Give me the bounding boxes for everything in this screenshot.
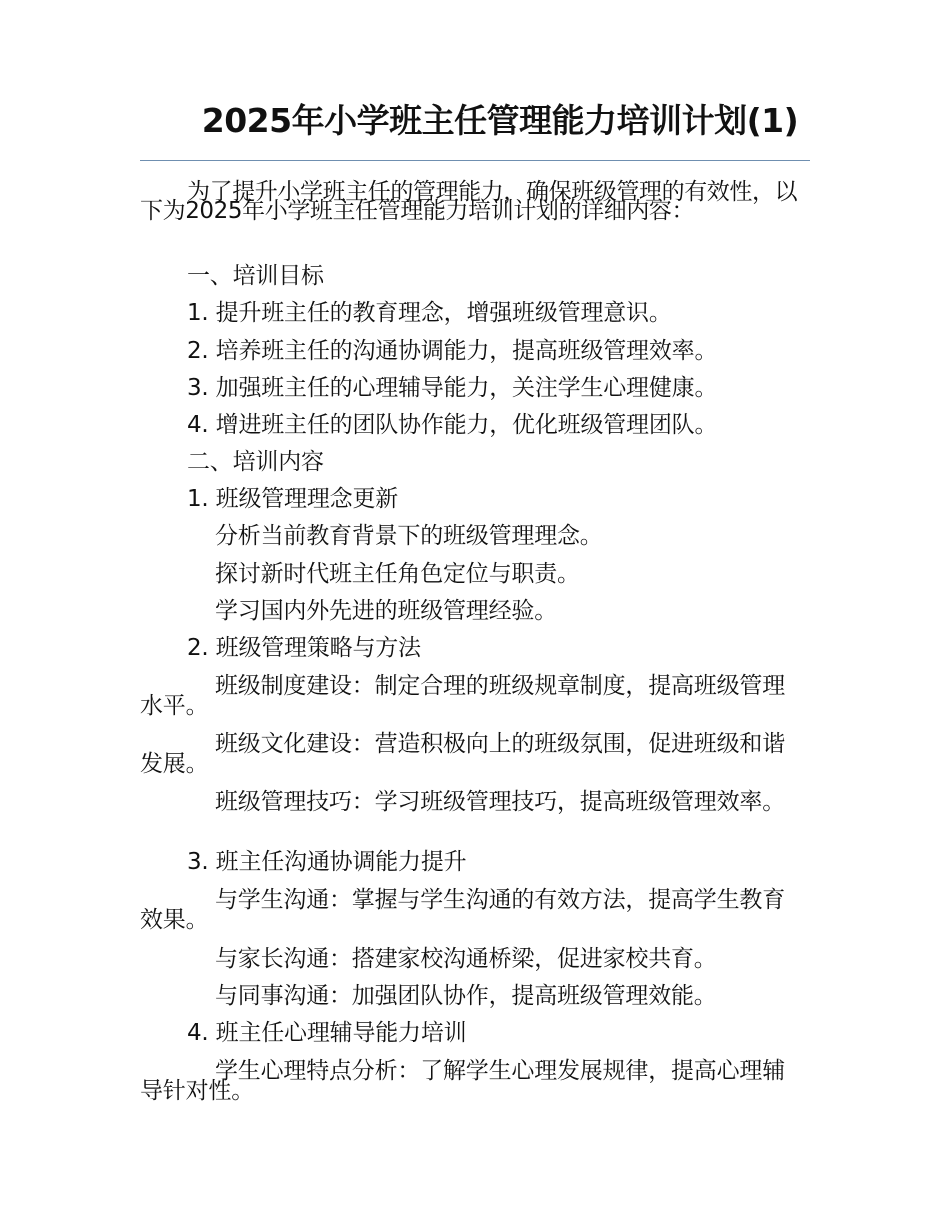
content-heading: 二、培训内容 bbox=[187, 449, 324, 475]
item1-point-2: 探讨新时代班主任角色定位与职责。 bbox=[215, 561, 580, 587]
document-title: 2025年小学班主任管理能力培训计划(1) bbox=[201, 101, 799, 140]
item3-point-2: 与家长沟通：搭建家校沟通桥梁，促进家校共育。 bbox=[215, 946, 717, 972]
item3-point-3: 与同事沟通：加强团队协作，提高班级管理效能。 bbox=[215, 983, 717, 1009]
intro-paragraph: 为了提升小学班主任的管理能力，确保班级管理的有效性，以下为2025年小学班主任管理能力培训计划的详细内容： bbox=[140, 179, 798, 224]
item2-point-2: 班级文化建设：营造积极向上的班级氛围，促进班级和谐发展。 bbox=[140, 731, 786, 777]
item4-point-1: 学生心理特点分析：了解学生心理发展规律，提高心理辅导针对性。 bbox=[140, 1058, 786, 1104]
goals-heading: 一、培训目标 bbox=[187, 263, 324, 289]
item2-point-3: 班级管理技巧：学习班级管理技巧，提高班级管理效率。 bbox=[215, 789, 786, 815]
title-divider bbox=[140, 160, 810, 161]
item1-point-3: 学习国内外先进的班级管理经验。 bbox=[215, 598, 558, 624]
goal-item-3: 3. 加强班主任的心理辅导能力，关注学生心理健康。 bbox=[187, 375, 718, 401]
item2-point-1: 班级制度建设：制定合理的班级规章制度，提高班级管理水平。 bbox=[140, 673, 786, 719]
item2-heading: 2. 班级管理策略与方法 bbox=[187, 635, 421, 661]
item3-point-1: 与学生沟通：掌握与学生沟通的有效方法，提高学生教育效果。 bbox=[140, 887, 786, 933]
item3-heading: 3. 班主任沟通协调能力提升 bbox=[187, 849, 467, 875]
goal-item-4: 4. 增进班主任的团队协作能力，优化班级管理团队。 bbox=[187, 412, 718, 438]
item1-heading: 1. 班级管理理念更新 bbox=[187, 486, 399, 512]
goal-item-2: 2. 培养班主任的沟通协调能力，提高班级管理效率。 bbox=[187, 338, 718, 364]
item1-point-1: 分析当前教育背景下的班级管理理念。 bbox=[215, 523, 603, 549]
goal-item-1: 1. 提升班主任的教育理念，增强班级管理意识。 bbox=[187, 300, 672, 326]
item4-heading: 4. 班主任心理辅导能力培训 bbox=[187, 1020, 467, 1046]
